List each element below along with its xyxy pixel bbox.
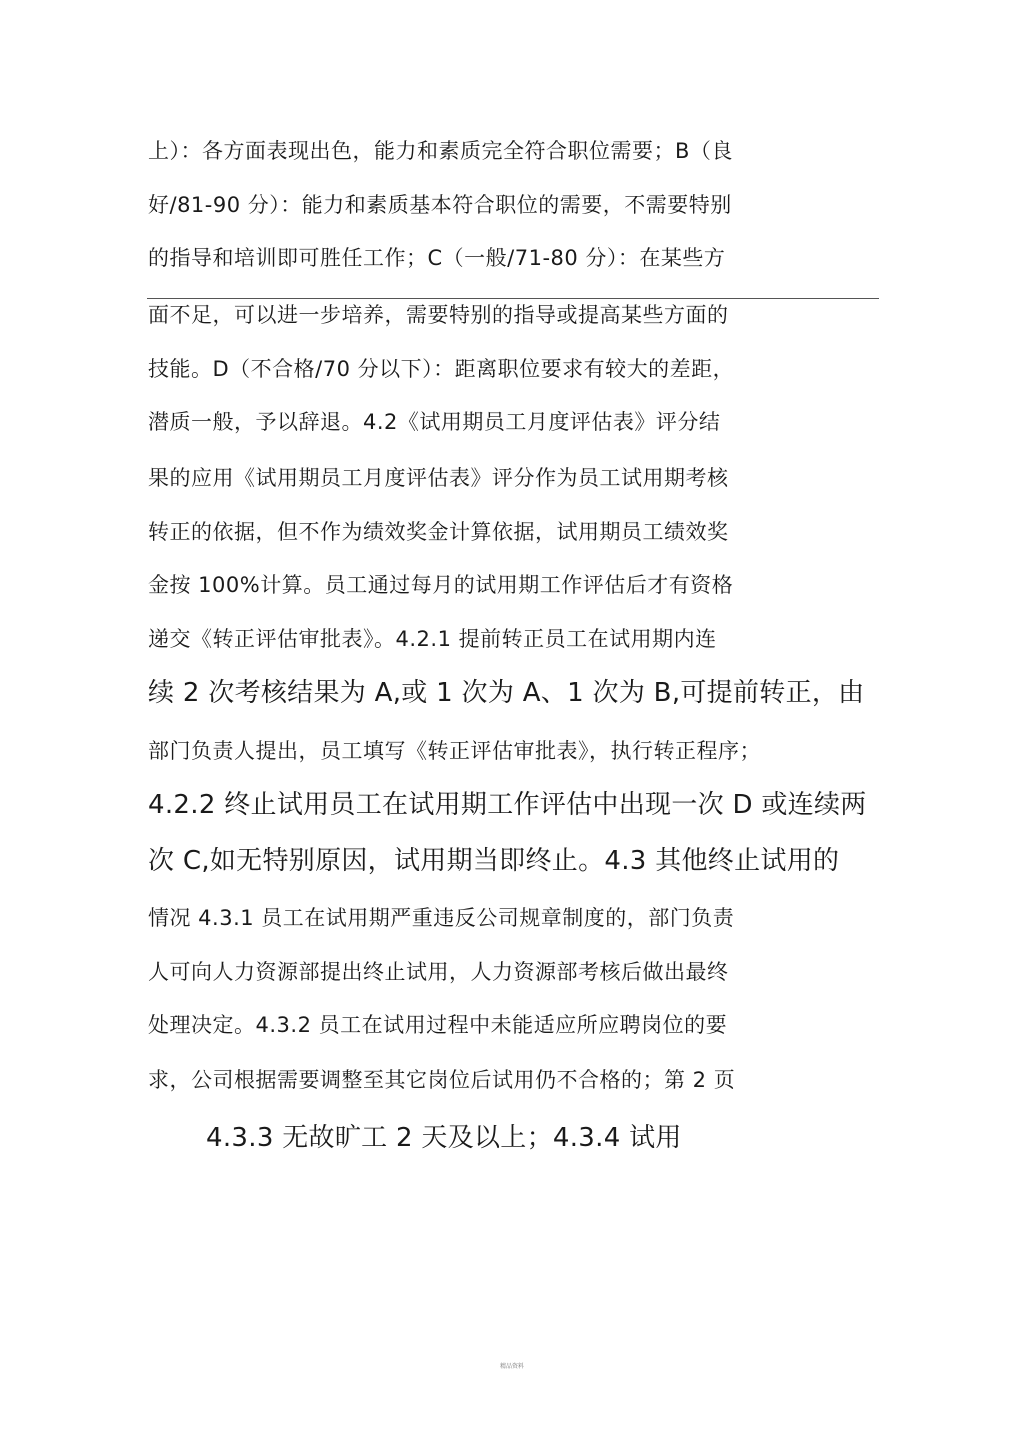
body-line-9: 金按 100%计算。员工通过每月的试用期工作评估后才有资格 xyxy=(148,573,734,597)
horizontal-rule xyxy=(147,298,879,299)
body-line-4: 面不足，可以进一步培养，需要特别的指导或提高某些方面的 xyxy=(148,303,729,327)
body-line-19: 4.3.3 无故旷工 2 天及以上；4.3.4 试用 xyxy=(206,1123,682,1153)
body-line-8: 转正的依据，但不作为绩效奖金计算依据，试用期员工绩效奖 xyxy=(148,520,729,544)
body-line-10: 递交《转正评估审批表》。4.2.1 提前转正员工在试用期内连 xyxy=(148,627,717,651)
body-line-18: 求，公司根据需要调整至其它岗位后试用仍不合格的；第 2 页 xyxy=(148,1068,736,1092)
body-line-12: 部门负责人提出，员工填写《转正评估审批表》，执行转正程序； xyxy=(148,739,761,763)
body-line-11: 续 2 次考核结果为 A,或 1 次为 A、1 次为 B,可提前转正，由 xyxy=(148,678,865,708)
page-footer: 精品资料 xyxy=(499,1363,524,1370)
body-line-2: 好/81-90 分）：能力和素质基本符合职位的需要，不需要特别 xyxy=(148,193,732,217)
body-line-7: 果的应用《试用期员工月度评估表》评分作为员工试用期考核 xyxy=(148,466,729,490)
body-line-3: 的指导和培训即可胜任工作；C（一般/71-80 分）：在某些方 xyxy=(148,246,726,270)
body-line-6: 潜质一般，予以辞退。4.2《试用期员工月度评估表》评分结 xyxy=(148,410,721,434)
body-line-14: 次 C,如无特别原因，试用期当即终止。4.3 其他终止试用的 xyxy=(148,846,840,876)
body-line-13: 4.2.2 终止试用员工在试用期工作评估中出现一次 D 或连续两 xyxy=(148,790,867,820)
body-line-15: 情况 4.3.1 员工在试用期严重违反公司规章制度的，部门负责 xyxy=(148,906,735,930)
body-line-16: 人可向人力资源部提出终止试用，人力资源部考核后做出最终 xyxy=(148,960,729,984)
body-line-17: 处理决定。4.3.2 员工在试用过程中未能适应所应聘岗位的要 xyxy=(148,1013,728,1037)
body-line-5: 技能。D（不合格/70 分以下）：距离职位要求有较大的差距， xyxy=(148,357,735,381)
body-line-1: 上）：各方面表现出色，能力和素质完全符合职位需要；B（良 xyxy=(148,139,733,163)
